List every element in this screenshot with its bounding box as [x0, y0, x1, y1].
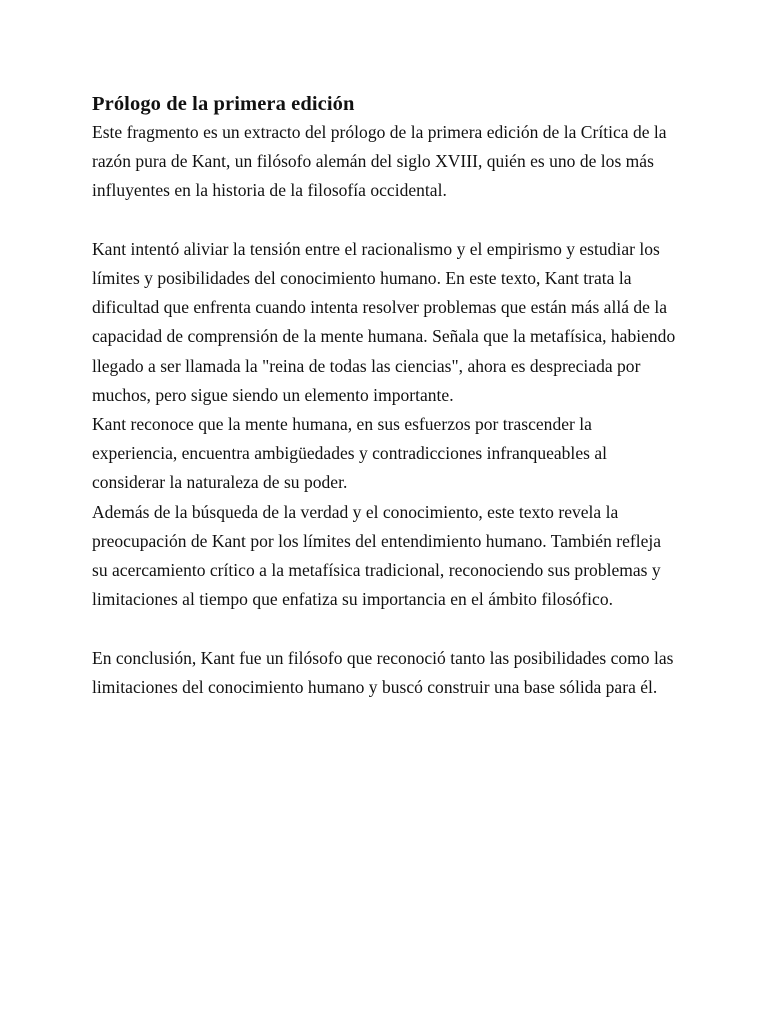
- paragraph-limits-understanding: Además de la búsqueda de la verdad y el conocimiento, este texto revela la preocupación de Kant por los límites del entendimiento humano. También refleja su acercamiento crítico a la metafísica tradicional, reconociendo sus problemas y limitaciones al tiempo que enfatiza su importancia en el ámbito filosófico.: [92, 501, 662, 610]
- paragraph-spacer: [92, 206, 678, 235]
- paragraph-conclusion: En conclusión, Kant fue un filósofo que reconoció tanto las posibilidades como las limitaciones del conocimiento humano y buscó construir una base sólida para él.: [92, 647, 674, 697]
- document-title: Prólogo de la primera edición: [92, 93, 355, 115]
- paragraph-intro: Este fragmento es un extracto del prólogo de la primera edición de la Crítica de la razón pura de Kant, un filósofo alemán del siglo XVIII, quién es uno de los más influyentes en la historia de la filosofía occidental.: [92, 122, 667, 201]
- paragraph-human-mind: Kant reconoce que la mente humana, en sus esfuerzos por trascender la experiencia, encuentra ambigüedades y contradicciones infranqueables al considerar la naturaleza de su poder.: [92, 414, 607, 493]
- paragraph-spacer: [92, 614, 678, 643]
- paragraph-kant-tension: Kant intentó aliviar la tensión entre el racionalismo y el empirismo y estudiar los límites y posibilidades del conocimiento humano. En este texto, Kant trata la dificultad que enfrenta cuando intenta resolver problemas que están más allá de la capacidad de comprensión de la mente humana. Señala que la metafísica, habiendo llegado a ser llamada la "reina de todas las ciencias", ahora es despreciada por muchos, pero sigue siendo un elemento importante.: [92, 238, 676, 405]
